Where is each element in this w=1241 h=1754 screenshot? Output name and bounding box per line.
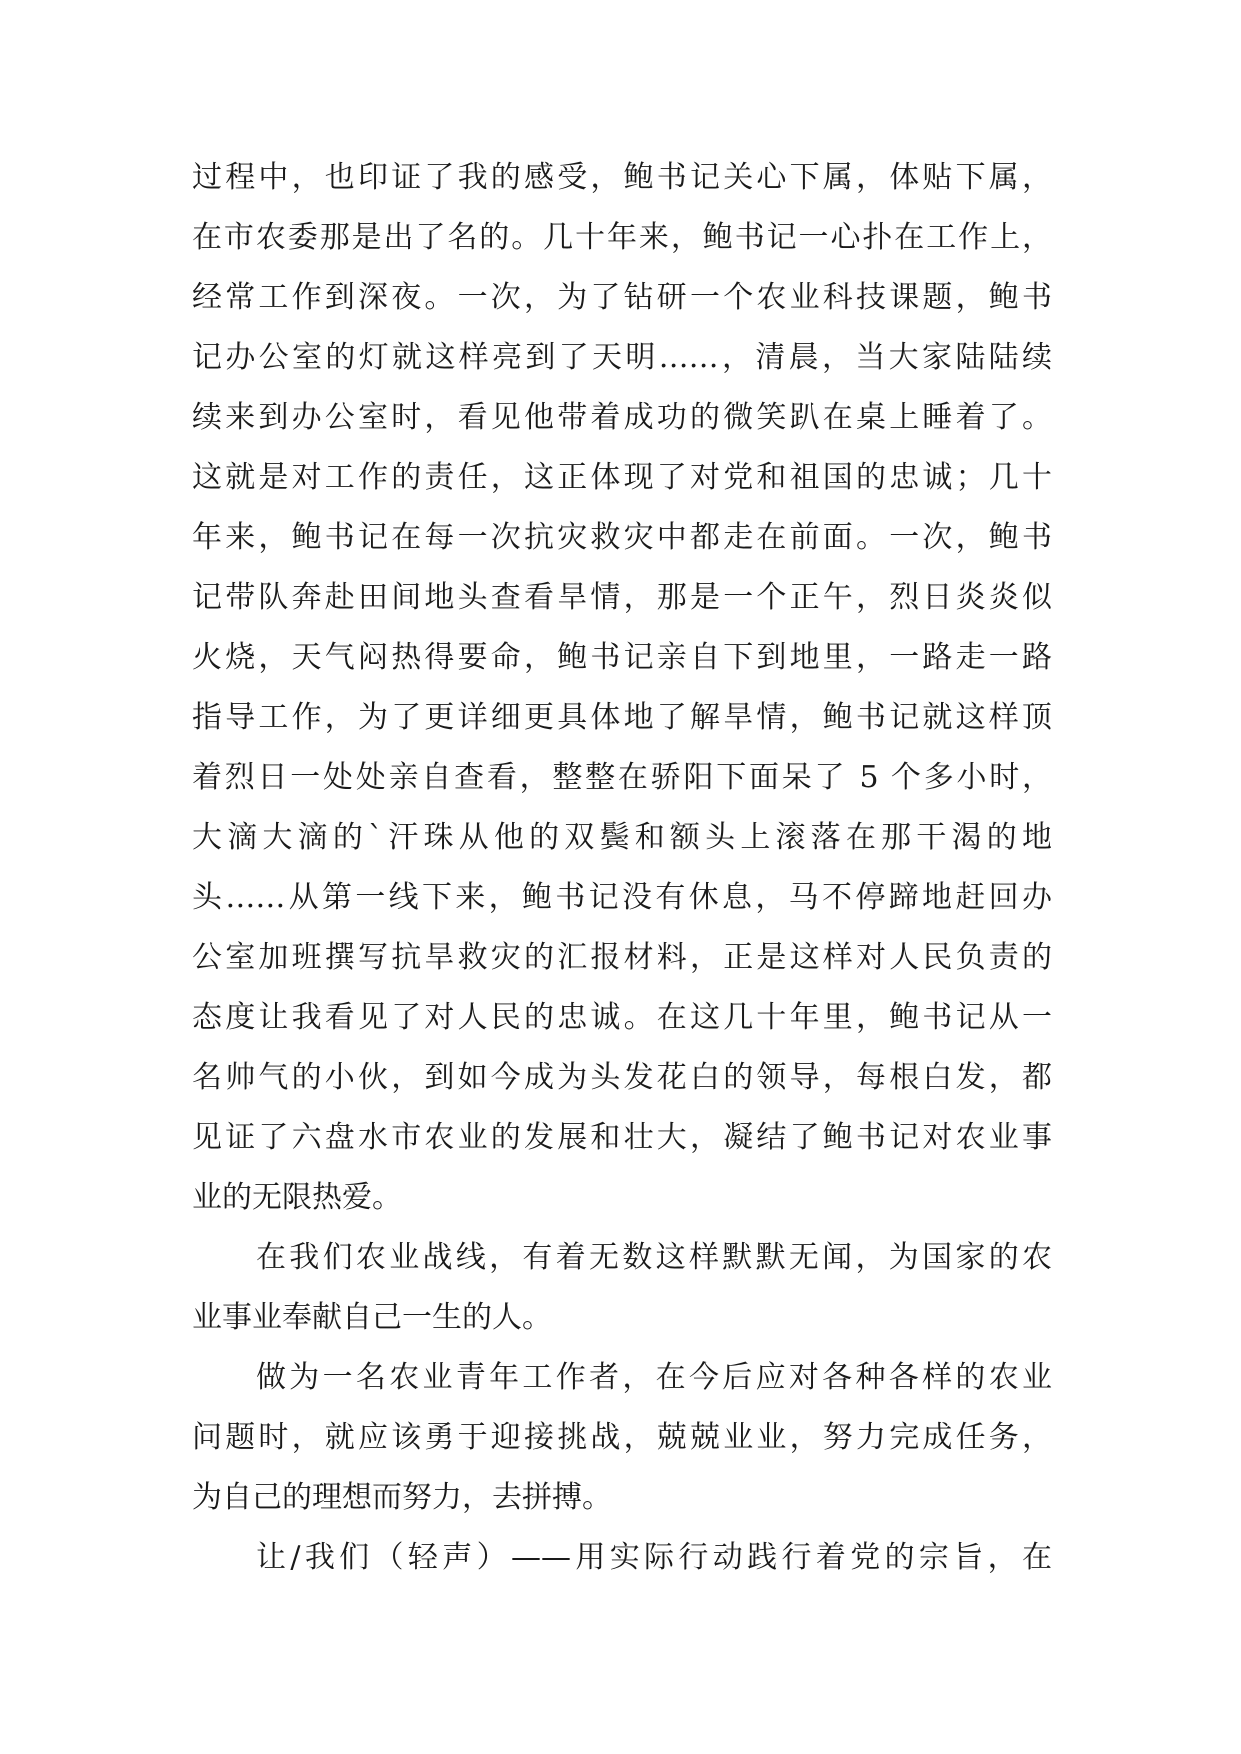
text-line-20: 业事业奉献自己一生的人。	[192, 1300, 552, 1335]
text-line-16: 名帅气的小伙，到如今成为头发花白的领导，每根白发，都	[192, 1060, 1052, 1095]
text-line-9: 火烧，天气闷热得要命，鲍书记亲自下到地里，一路走一路	[192, 640, 1052, 675]
text-line-18: 业的无限热爱。	[192, 1180, 402, 1215]
text-line-5: 续来到办公室时，看见他带着成功的微笑趴在桌上睡着了。	[192, 400, 1052, 435]
text-line-17: 见证了六盘水市农业的发展和壮大，凝结了鲍书记对农业事	[192, 1120, 1052, 1155]
text-line-12: 大滴大滴的`汗珠从他的双鬓和额头上滚落在那干渴的地	[192, 820, 1052, 855]
text-line-4: 记办公室的灯就这样亮到了天明……，清晨，当大家陆陆续	[192, 340, 1052, 375]
text-line-6: 这就是对工作的责任，这正体现了对党和祖国的忠诚；几十	[192, 460, 1052, 495]
text-line-22: 问题时，就应该勇于迎接挑战，兢兢业业，努力完成任务，	[192, 1420, 1052, 1455]
text-line-14: 公室加班撰写抗旱救灾的汇报材料，正是这样对人民负责的	[192, 940, 1052, 975]
text-line-7: 年来，鲍书记在每一次抗灾救灾中都走在前面。一次，鲍书	[192, 520, 1052, 555]
text-line-1: 过程中，也印证了我的感受，鲍书记关心下属，体贴下属，	[192, 160, 1052, 195]
text-line-23: 为自己的理想而努力，去拼搏。	[192, 1480, 612, 1515]
text-line-15: 态度让我看见了对人民的忠诚。在这几十年里，鲍书记从一	[192, 1000, 1052, 1035]
text-line-21: 做为一名农业青年工作者，在今后应对各种各样的农业	[256, 1360, 1052, 1395]
text-line-24: 让/我们（轻声）——用实际行动践行着党的宗旨，在	[256, 1540, 1052, 1575]
text-line-8: 记带队奔赴田间地头查看旱情，那是一个正午，烈日炎炎似	[192, 580, 1052, 615]
text-line-2: 在市农委那是出了名的。几十年来，鲍书记一心扑在工作上，	[192, 220, 1052, 255]
text-line-3: 经常工作到深夜。一次，为了钻研一个农业科技课题，鲍书	[192, 280, 1052, 315]
text-line-11: 着烈日一处处亲自查看，整整在骄阳下面呆了 5 个多小时，	[192, 760, 1052, 795]
text-line-10: 指导工作，为了更详细更具体地了解旱情，鲍书记就这样顶	[192, 700, 1052, 735]
text-line-13: 头……从第一线下来，鲍书记没有休息，马不停蹄地赶回办	[192, 880, 1052, 915]
text-line-19: 在我们农业战线，有着无数这样默默无闻，为国家的农	[256, 1240, 1052, 1275]
